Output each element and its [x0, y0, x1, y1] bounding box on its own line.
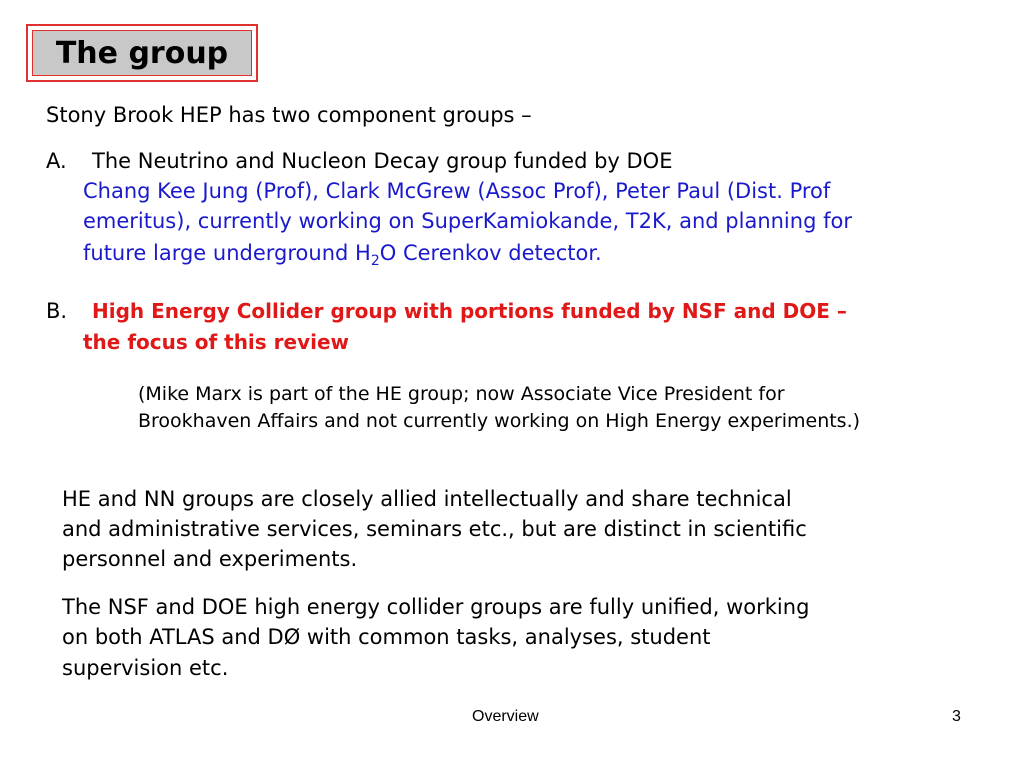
- intro-text: Stony Brook HEP has two component groups –: [46, 103, 532, 127]
- para2-line-1: The NSF and DOE high energy collider groups are fully unified, working: [62, 595, 810, 619]
- footer-label: Overview: [472, 708, 539, 725]
- item-b-marker: B.: [46, 299, 68, 323]
- title-box: [26, 24, 258, 82]
- item-a-line-3-sub: 2: [370, 253, 380, 270]
- item-a-heading: The Neutrino and Nucleon Decay group funded by DOE: [92, 149, 673, 173]
- para2-line-2: on both ATLAS and DØ with common tasks, analyses, student: [62, 625, 711, 649]
- item-b-line-2: the focus of this review: [83, 330, 350, 354]
- item-a-line-2: emeritus), currently working on SuperKamiokande, T2K, and planning for: [83, 209, 852, 233]
- item-a-line-3-pre: future large underground H: [83, 241, 371, 265]
- item-a-marker: A.: [46, 149, 67, 173]
- item-a-line-1: Chang Kee Jung (Prof), Clark McGrew (Assoc Prof), Peter Paul (Dist. Prof: [83, 179, 831, 203]
- para1-line-3: personnel and experiments.: [62, 547, 358, 571]
- para2-line-3: supervision etc.: [62, 656, 229, 680]
- page-number: 3: [952, 708, 961, 725]
- note-line-2: Brookhaven Affairs and not currently working on High Energy experiments.): [138, 410, 861, 432]
- para1-line-1: HE and NN groups are closely allied intellectually and share technical: [62, 487, 792, 511]
- item-a-line-3-post: O Cerenkov detector.: [379, 241, 602, 265]
- item-a-line-3: [83, 238, 602, 276]
- para1-line-2: and administrative services, seminars etc., but are distinct in scientific: [62, 517, 807, 541]
- slide-title: The group: [55, 35, 229, 71]
- title-inner: [32, 30, 252, 76]
- note-line-1: (Mike Marx is part of the HE group; now Associate Vice President for: [138, 383, 785, 405]
- item-b-line-1: High Energy Collider group with portions funded by NSF and DOE –: [92, 299, 847, 323]
